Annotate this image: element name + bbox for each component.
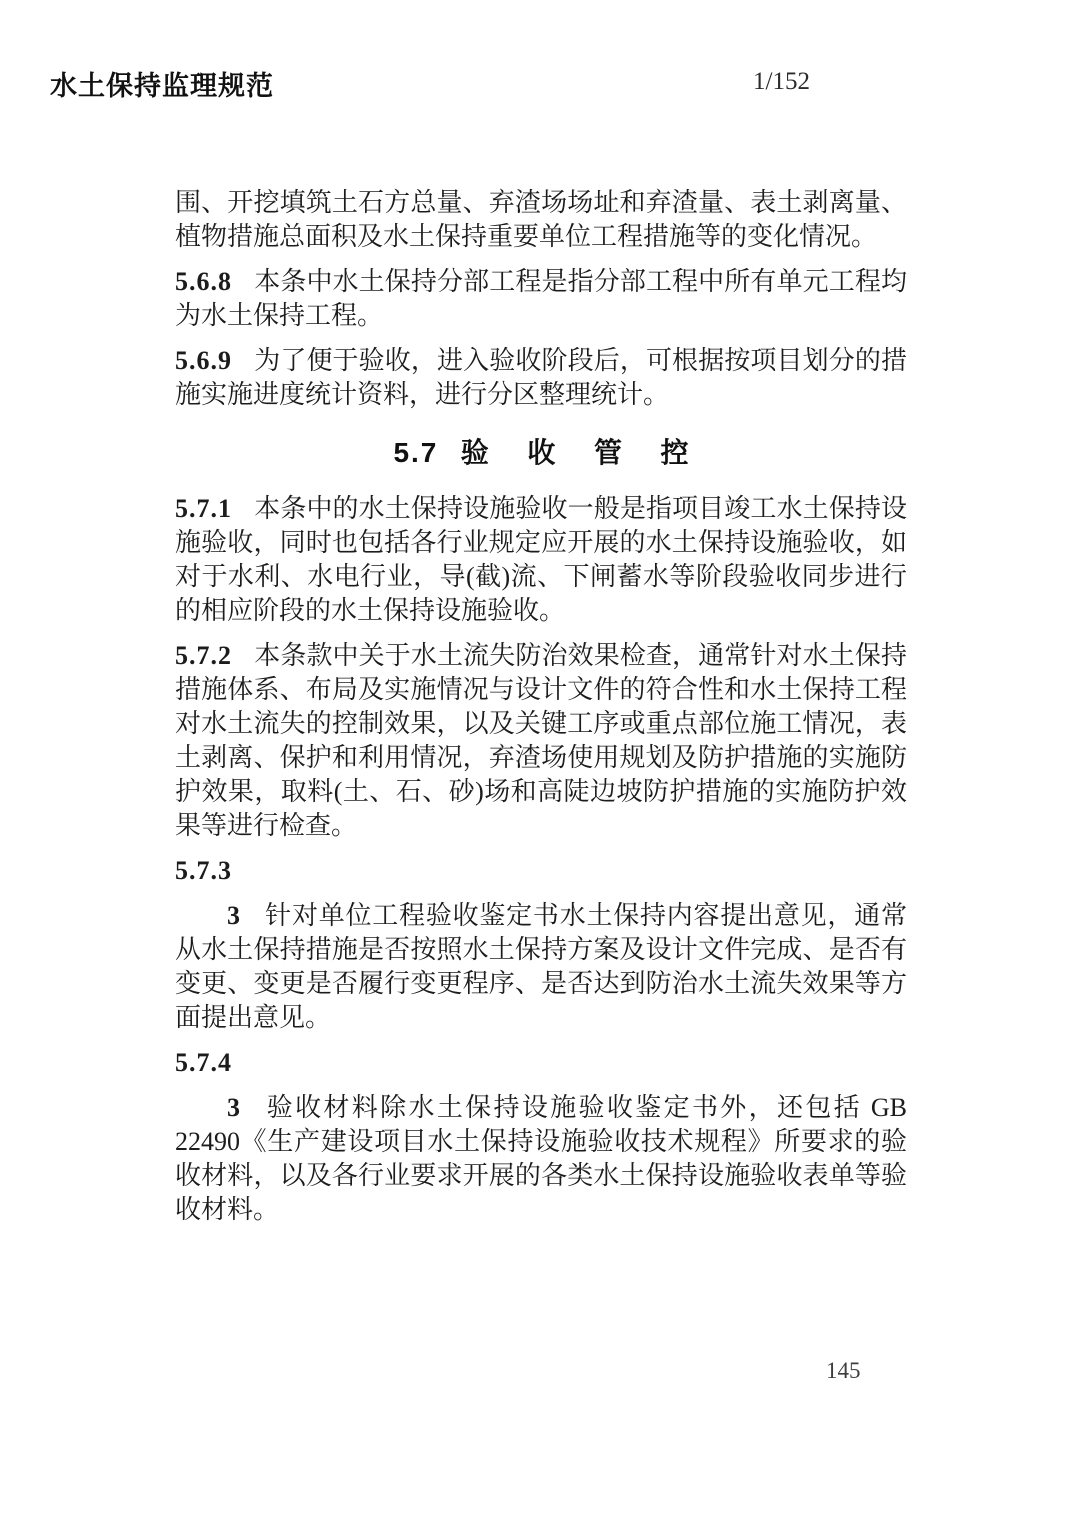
clause-text: 围、开挖填筑土石方总量、弃渣场场址和弃渣量、表土剥离量、植物措施总面积及水土保持重要单位工程措施等的变化情况。 xyxy=(175,188,907,251)
clause-number: 5.7.2 xyxy=(175,641,232,670)
document-body xyxy=(175,186,907,1238)
paragraph xyxy=(175,344,907,412)
clause-number: 5.6.9 xyxy=(175,346,232,375)
clause-number: 3 xyxy=(227,901,241,930)
paragraph xyxy=(175,639,907,843)
header-page-indicator: 1/152 xyxy=(753,68,810,95)
clause-number: 3 xyxy=(227,1093,241,1122)
clause-text: 本条中水土保持分部工程是指分部工程中所有单元工程均为水土保持工程。 xyxy=(175,267,907,330)
clause-text: 验收材料除水土保持设施验收鉴定书外，还包括 GB 22490《生产建设项目水土保持设施验收技术规程》所要求的验收材料，以及各行业要求开展的各类水土保持设施验收表单等验收材料。 xyxy=(175,1093,907,1224)
section-heading-text: 验 收 管 控 xyxy=(460,437,704,468)
clause-text: 本条款中关于水土流失防治效果检查，通常针对水土保持措施体系、布局及实施情况与设计文件的符合性和水土保持工程对水土流失的控制效果，以及关键工序或重点部位施工情况，表土剥离、保护和利用情况，弃渣场使用规划及防护措施的实施防护效果，取料(土、石、砂)场和高陡边坡防护措施的实施防护效果等进行检查。 xyxy=(175,641,907,840)
paragraph xyxy=(175,899,907,1035)
paragraph xyxy=(175,1046,907,1080)
paragraph xyxy=(175,492,907,628)
clause-number: 5.6.8 xyxy=(175,267,232,296)
paragraph xyxy=(175,854,907,888)
paragraph xyxy=(175,1091,907,1227)
section-heading xyxy=(175,436,907,470)
paragraph xyxy=(175,265,907,333)
section-heading-number: 5.7 xyxy=(393,437,439,468)
header-document-title: 水土保持监理规范 xyxy=(50,71,274,101)
footer-page-number: 145 xyxy=(826,1358,861,1383)
clause-text: 针对单位工程验收鉴定书水土保持内容提出意见，通常从水土保持措施是否按照水土保持方案及设计文件完成、是否有变更、变更是否履行变更程序、是否达到防治水土流失效果等方面提出意见。 xyxy=(175,901,907,1032)
paragraph xyxy=(175,186,907,254)
clause-number: 5.7.4 xyxy=(175,1048,232,1077)
clause-text: 本条中的水土保持设施验收一般是指项目竣工水土保持设施验收，同时也包括各行业规定应开展的水土保持设施验收，如对于水利、水电行业，导(截)流、下闸蓄水等阶段验收同步进行的相应阶段的水土保持设施验收。 xyxy=(175,494,907,625)
clause-number: 5.7.3 xyxy=(175,856,232,885)
clause-text: 为了便于验收，进入验收阶段后，可根据按项目划分的措施实施进度统计资料，进行分区整理统计。 xyxy=(175,346,907,409)
clause-number: 5.7.1 xyxy=(175,494,232,523)
